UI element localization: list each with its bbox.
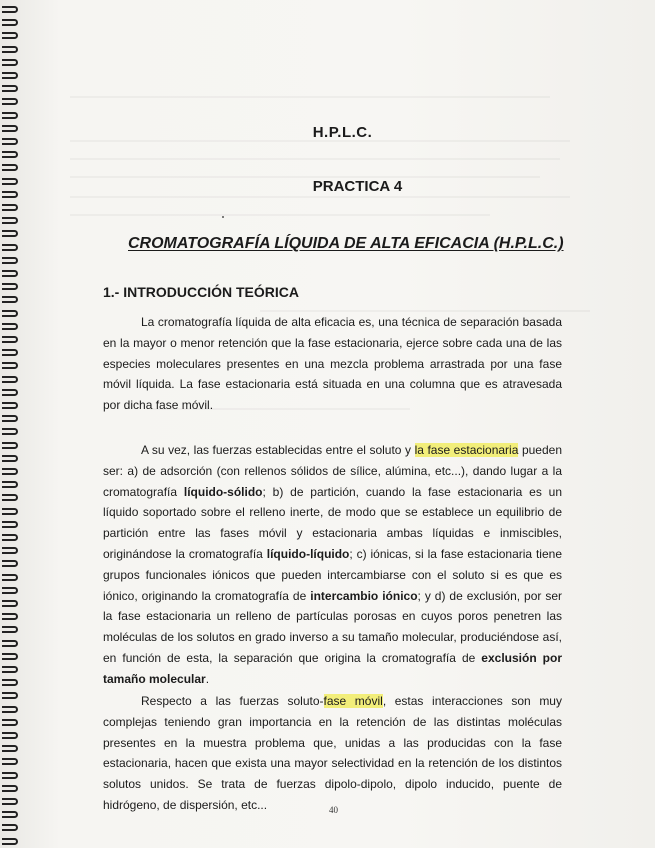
binding-coil: [2, 706, 18, 713]
paragraph-text: ; c) iónicas, si la fase estacionaria tiene grupos funcionales iónicos que pueden intercambiarse con el soluto si es que es iónico, originando la cromatografía de: [103, 546, 562, 603]
binding-coil: [2, 534, 18, 541]
binding-coil: [2, 323, 18, 330]
binding-coil: [2, 613, 18, 620]
binding-coil: [2, 230, 18, 237]
binding-coil: [2, 666, 18, 673]
binding-coil: [2, 745, 18, 752]
binding-coil: [2, 653, 18, 660]
binding-coil: [2, 72, 18, 79]
paragraph-text: A su vez, las fuerzas establecidas entre el soluto y: [141, 443, 415, 457]
binding-coil: [2, 362, 18, 369]
section-heading: 1.- INTRODUCCIÓN TEÓRICA: [103, 284, 299, 300]
binding-coil: [2, 640, 18, 647]
paragraph-text: ; y d) de exclusión, por ser la fase estacionaria un relleno de partículas porosas en cuyos poros penetren las moléculas de los solutos en grado inverso a su tamaño molecular, produciéndose así, en función de esta, la separación que origina la cromatografía de: [103, 588, 563, 665]
binding-coil: [2, 6, 18, 13]
binding-coil: [2, 389, 18, 396]
page-title: H.P.L.C.: [312, 124, 373, 141]
binding-coil: [2, 587, 18, 594]
binding-coil: [2, 758, 18, 765]
binding-coil: [2, 257, 18, 264]
binding-coil: [2, 600, 18, 607]
binding-coil: [2, 692, 18, 699]
bold-term: intercambio iónico: [310, 588, 418, 603]
binding-coil: [2, 164, 18, 171]
binding-coil: [2, 574, 18, 581]
binding-coil: [2, 204, 18, 211]
binding-coil: [2, 811, 18, 818]
binding-coil: [2, 402, 18, 409]
binding-coil: [2, 349, 18, 356]
binding-coil: [2, 560, 18, 567]
binding-coil: [2, 798, 18, 805]
binding-coil: [2, 732, 18, 739]
speck: [222, 216, 224, 218]
paragraph-mobile-phase: [103, 691, 562, 816]
binding-coil: [2, 442, 18, 449]
paragraph-intro: [103, 312, 562, 416]
binding-coil: [2, 270, 18, 277]
binding-coil: [2, 508, 18, 515]
binding-coil: [2, 112, 18, 119]
paragraph-text: pueden ser: a) de adsorción (con rellenos sólidos de sílice, alúmina, etc...), dando lugar a la cromatografía: [103, 443, 562, 499]
paragraph-text: , estas interacciones son muy complejas teniendo gran importancia en la retención de las distintas moléculas presentes en la muestra problema que, unidas a las producidas con la fase estacionaria, hacen que exista una mayor selectividad en la retención de los distintos solutos unidos. Se trata de fuerzas dipolo-dipolo, dipolo inducido, puente de hidrógeno, de dispersión, etc...: [103, 694, 562, 812]
binding-coil: [2, 679, 18, 686]
binding-coil: [2, 217, 18, 224]
paragraph-text: .: [205, 671, 210, 686]
binding-coil: [2, 19, 18, 26]
binding-coil: [2, 626, 18, 633]
bold-term: líquido-líquido: [266, 546, 350, 561]
binding-coil: [2, 521, 18, 528]
binding-coil: [2, 32, 18, 39]
binding-coil: [2, 59, 18, 66]
binding-coil: [2, 336, 18, 343]
binding-coil: [2, 785, 18, 792]
binding-coil: [2, 719, 18, 726]
binding-coil: [2, 310, 18, 317]
bold-term: exclusión por tamaño molecular: [103, 650, 562, 686]
binding-coil: [2, 481, 18, 488]
binding-coil: [2, 547, 18, 554]
highlighted-text: la fase estacionaria: [414, 443, 519, 457]
binding-coil: [2, 296, 18, 303]
page-number: 40: [329, 805, 338, 815]
binding-coil: [2, 428, 18, 435]
binding-coil: [2, 468, 18, 475]
binding-coil: [2, 85, 18, 92]
practice-title: PRACTICA 4: [312, 178, 403, 195]
binding-coil: [2, 151, 18, 158]
binding-coil: [2, 283, 18, 290]
paragraph-forces: [103, 440, 562, 690]
binding-coil: [2, 244, 18, 251]
bold-term: líquido-sólido: [183, 484, 263, 499]
binding-coil: [2, 455, 18, 462]
highlighted-text: fase móvil: [323, 694, 383, 708]
paragraph-text: ; b) de partición, cuando la fase estacionaria es un líquido soportado sobre el relleno inerte, de modo que se establece un equilibrio de partición entre las fases móvil y estacionaria ambas líquidas e inmiscibles, originándose la cromatografía: [103, 484, 562, 561]
document-subtitle: CROMATOGRAFÍA LÍQUIDA DE ALTA EFICACIA (H.P.L.C.): [128, 235, 564, 252]
paragraph-text: Respecto a las fuerzas soluto-: [141, 694, 324, 708]
binding-coil: [2, 494, 18, 501]
binding-coil: [2, 98, 18, 105]
binding-coil: [2, 838, 18, 845]
binding-coil: [2, 376, 18, 383]
binding-coil: [2, 824, 18, 831]
binding-coil: [2, 46, 18, 53]
paragraph-text: La cromatografía líquida de alta eficacia es, una técnica de separación basada en la mayor o menor retención que la fase estacionaria, ejerce sobre cada una de las especies moleculares presentes en una mezcla problema arrastrada por una fase móvil líquida. La fase estacionaria está situada en una columna que es atravesada por dicha fase móvil.: [103, 315, 562, 413]
binding-coil: [2, 415, 18, 422]
binding-coil: [2, 772, 18, 779]
